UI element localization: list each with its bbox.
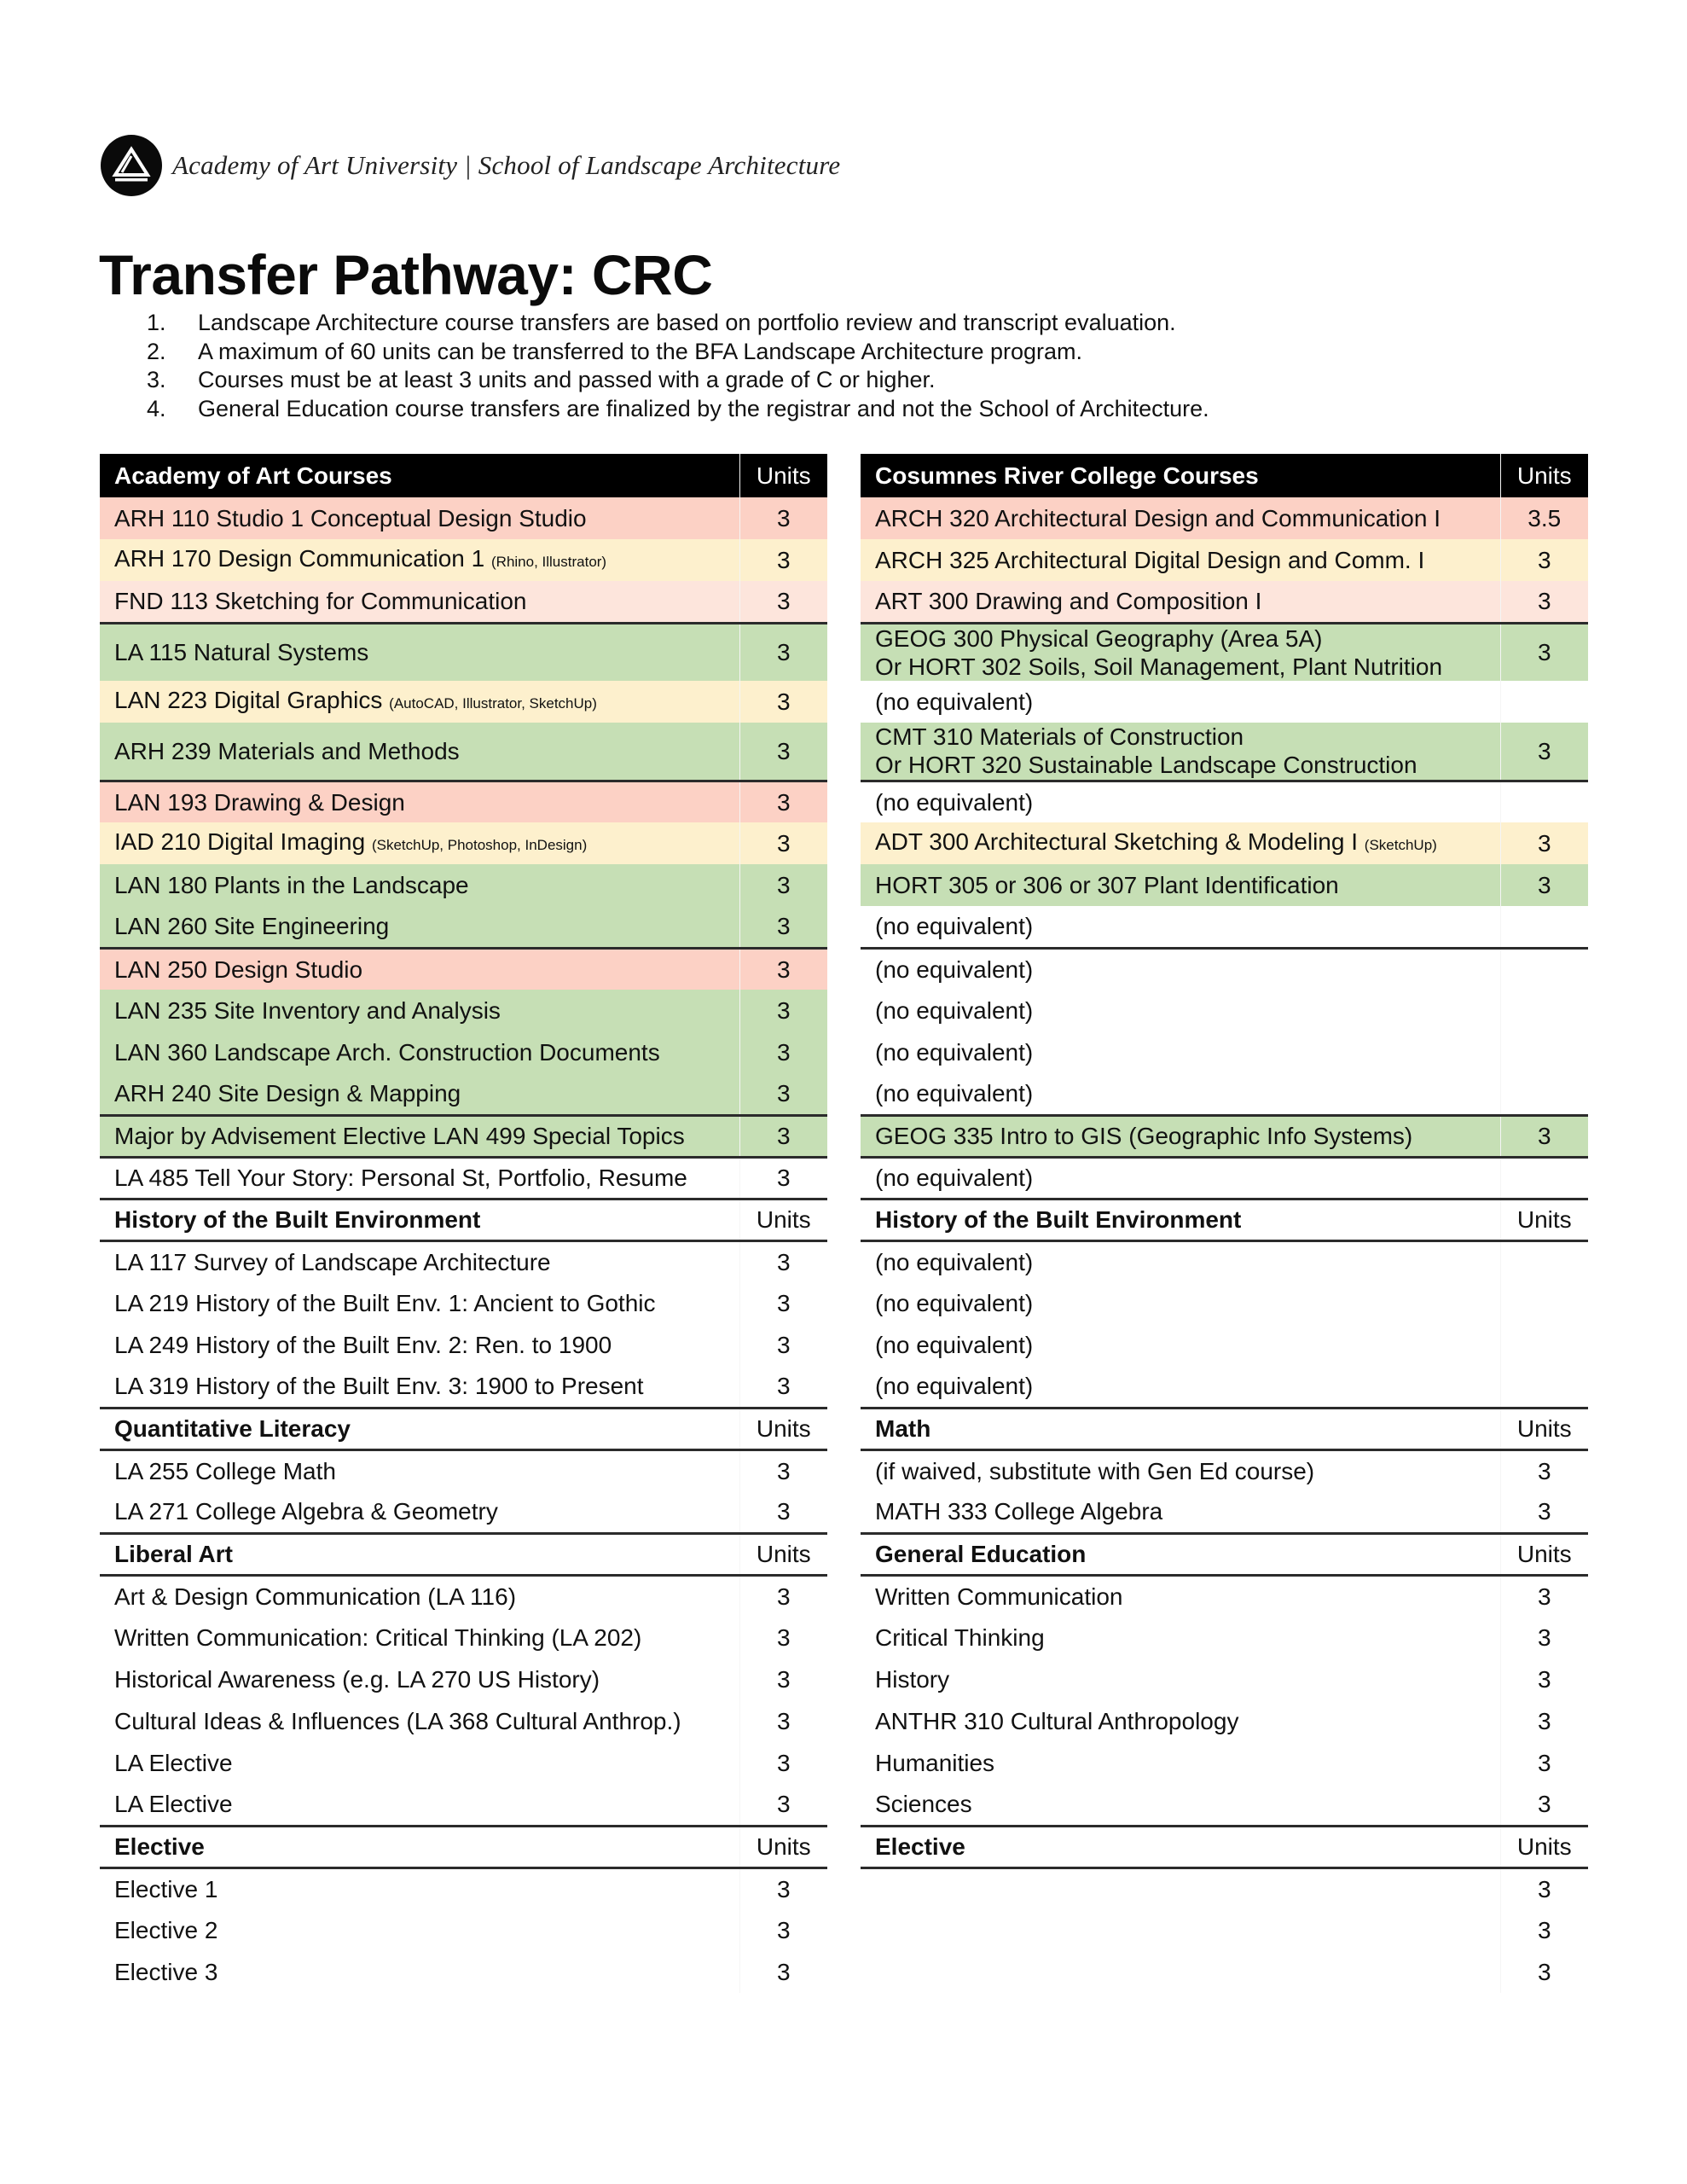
course-units: 3 — [739, 623, 827, 681]
table-row — [861, 906, 1588, 948]
table-row — [861, 623, 1588, 681]
section-units-label: Units — [739, 1533, 827, 1575]
course-name: ARCH 325 Architectural Digital Design and Comm. I — [875, 547, 1425, 573]
course-units: 3 — [1500, 581, 1588, 623]
course-name: (no equivalent) — [861, 1366, 1500, 1408]
course-name: ARH 170 Design Communication 1 — [114, 545, 485, 572]
table-row — [861, 1491, 1588, 1533]
section-units-label: Units — [1500, 1408, 1588, 1449]
course-name: (no equivalent) — [875, 1248, 1034, 1275]
section-units-label: Units — [1500, 1533, 1588, 1575]
course-units: 3 — [1500, 1491, 1588, 1533]
table-row — [861, 1449, 1588, 1491]
course-name: (no equivalent) — [875, 688, 1034, 715]
crc-courses-table — [861, 454, 1588, 1993]
course-name: GEOG 300 Physical Geography (Area 5A) — [875, 624, 1323, 652]
note-item — [147, 309, 1209, 338]
course-name: (no equivalent) — [875, 1039, 1034, 1066]
course-units: 3 — [739, 1324, 827, 1366]
course-units: 3 — [1500, 1951, 1588, 1993]
course-units: 3 — [739, 681, 827, 723]
table-row — [861, 1784, 1588, 1826]
course-name: Cultural Ideas & Influences (LA 368 Cultural Anthrop.) — [114, 1708, 681, 1734]
section-header-elective — [861, 1826, 1588, 1867]
table-row — [100, 1031, 827, 1073]
course-name: (no equivalent) — [875, 1080, 1034, 1107]
table-row — [100, 1240, 827, 1282]
table-row — [861, 1324, 1588, 1366]
table-row — [861, 1700, 1588, 1742]
course-name: LA Elective — [100, 1784, 739, 1826]
course-name: Humanities — [875, 1750, 995, 1776]
table-row — [861, 1909, 1588, 1951]
course-alternative: Or HORT 320 Sustainable Landscape Construction — [875, 752, 1417, 779]
course-units: 3 — [739, 822, 827, 864]
transfer-notes — [147, 309, 1209, 423]
course-name: (no equivalent) — [875, 1165, 1034, 1191]
course-units: 3 — [739, 1073, 827, 1115]
table-row — [100, 1115, 827, 1157]
course-name: (no equivalent) — [875, 1332, 1034, 1358]
section-title: History of the Built Environment — [861, 1199, 1500, 1240]
course-name: ARCH 320 Architectural Design and Communication I — [875, 505, 1441, 531]
table-row — [861, 681, 1588, 723]
course-units: 3 — [1500, 1575, 1588, 1617]
table-row — [861, 990, 1588, 1031]
course-units: 3.5 — [1500, 497, 1588, 539]
course-units: 3 — [739, 1951, 827, 1993]
table-row — [861, 1658, 1588, 1700]
note-number: 2. — [147, 338, 166, 364]
course-name: LA 255 College Math — [114, 1457, 336, 1484]
course-units: 3 — [739, 1617, 827, 1658]
course-name: LA 319 History of the Built Env. 3: 1900 to Present — [100, 1366, 739, 1408]
course-units — [1500, 1240, 1588, 1282]
course-name: (no equivalent) — [875, 913, 1034, 940]
course-name: HORT 305 or 306 or 307 Plant Identification — [875, 872, 1339, 898]
table-row — [861, 1031, 1588, 1073]
course-name: (no equivalent) — [875, 788, 1034, 816]
course-units — [1500, 990, 1588, 1031]
table-header — [861, 454, 1588, 497]
course-name: LAN 235 Site Inventory and Analysis — [114, 997, 501, 1024]
course-units: 3 — [739, 1700, 827, 1742]
course-units: 3 — [739, 1491, 827, 1533]
section-header-history — [861, 1199, 1588, 1240]
course-name: LAN 250 Design Studio — [114, 956, 363, 983]
note-number: 3. — [147, 367, 166, 392]
course-units: 3 — [739, 1575, 827, 1617]
course-name: (if waived, substitute with Gen Ed course) — [875, 1457, 1315, 1484]
course-name — [861, 1951, 1500, 1993]
course-name: ARH 239 Materials and Methods — [114, 737, 460, 764]
course-name: ADT 300 Architectural Sketching & Modeling I — [875, 828, 1359, 855]
table-row — [100, 1575, 827, 1617]
course-units: 3 — [739, 1157, 827, 1199]
course-units: 3 — [739, 1282, 827, 1324]
section-title: Elective — [861, 1826, 1500, 1867]
table-row — [861, 723, 1588, 781]
software-note: (AutoCAD, Illustrator, SketchUp) — [389, 695, 597, 712]
course-units: 3 — [1500, 1700, 1588, 1742]
note-text: A maximum of 60 units can be transferred to the BFA Landscape Architecture program. — [198, 338, 1083, 364]
course-units: 3 — [1500, 1449, 1588, 1491]
course-name: ARH 110 Studio 1 Conceptual Design Studio — [114, 505, 587, 531]
course-units: 3 — [739, 1115, 827, 1157]
course-name: LAN 223 Digital Graphics — [114, 687, 383, 713]
table-row — [100, 1617, 827, 1658]
table-row — [100, 623, 827, 681]
column-header-units: Units — [739, 454, 827, 497]
course-units: 3 — [739, 497, 827, 539]
note-item — [147, 366, 1209, 395]
course-units — [1500, 948, 1588, 990]
table-row — [861, 1240, 1588, 1282]
brand-header — [101, 135, 840, 196]
course-alternative: Or HORT 302 Soils, Soil Management, Plant Nutrition — [875, 653, 1443, 680]
table-row — [861, 948, 1588, 990]
course-units: 3 — [739, 1366, 827, 1408]
course-units: 3 — [739, 1784, 827, 1826]
table-row — [100, 990, 827, 1031]
table-row — [100, 1700, 827, 1742]
software-note: (Rhino, Illustrator) — [491, 554, 607, 570]
course-units: 3 — [739, 1031, 827, 1073]
course-name: LAN 193 Drawing & Design — [114, 788, 405, 816]
table-row — [100, 1742, 827, 1784]
table-row — [861, 1742, 1588, 1784]
note-item — [147, 395, 1209, 424]
section-units-label: Units — [739, 1199, 827, 1240]
note-text: General Education course transfers are finalized by the registrar and not the School of Architecture. — [198, 395, 1209, 421]
course-name: LA 249 History of the Built Env. 2: Ren. to 1900 — [114, 1332, 612, 1358]
table-row — [100, 1491, 827, 1533]
section-units-label: Units — [739, 1826, 827, 1867]
course-name: LA 115 Natural Systems — [114, 639, 369, 666]
note-text: Landscape Architecture course transfers are based on portfolio review and transcript evaluation. — [198, 310, 1176, 335]
course-units: 3 — [739, 1909, 827, 1951]
section-title: Quantitative Literacy — [100, 1408, 739, 1449]
column-header-course: Academy of Art Courses — [100, 454, 739, 497]
course-name: LA 271 College Algebra & Geometry — [100, 1491, 739, 1533]
course-units — [1500, 681, 1588, 723]
course-units: 3 — [1500, 1658, 1588, 1700]
course-name: Critical Thinking — [875, 1624, 1045, 1651]
section-title: History of the Built Environment — [100, 1199, 739, 1240]
note-number: 4. — [147, 395, 166, 421]
course-name: Sciences — [861, 1784, 1500, 1826]
section-header-quantitative — [100, 1408, 827, 1449]
course-name: Written Communication: Critical Thinking (LA 202) — [114, 1624, 642, 1651]
course-units — [1500, 1073, 1588, 1115]
table-row — [100, 1784, 827, 1826]
table-row — [100, 1449, 827, 1491]
course-name: Historical Awareness (e.g. LA 270 US History) — [114, 1666, 600, 1693]
section-header-math — [861, 1408, 1588, 1449]
course-name: Written Communication — [875, 1583, 1123, 1610]
table-row — [861, 1157, 1588, 1199]
table-row — [861, 1617, 1588, 1658]
section-header-general-education — [861, 1533, 1588, 1575]
course-name: LA Elective — [114, 1750, 233, 1776]
table-row — [100, 581, 827, 623]
course-units: 3 — [1500, 1617, 1588, 1658]
course-units: 3 — [1500, 1784, 1588, 1826]
table-row — [861, 1366, 1588, 1408]
table-row — [861, 497, 1588, 539]
column-header-course: Cosumnes River College Courses — [861, 454, 1500, 497]
aau-triangle-logo-icon — [101, 135, 162, 196]
course-units: 3 — [1500, 723, 1588, 781]
course-name: Elective 2 — [114, 1917, 218, 1943]
section-units-label: Units — [1500, 1826, 1588, 1867]
table-row — [861, 822, 1588, 864]
course-units — [1500, 906, 1588, 948]
section-header-history — [100, 1199, 827, 1240]
table-row — [100, 781, 827, 822]
course-name: (no equivalent) — [875, 956, 1034, 983]
table-row — [861, 539, 1588, 581]
course-name: LA 485 Tell Your Story: Personal St, Portfolio, Resume — [114, 1165, 687, 1191]
course-units: 3 — [1500, 864, 1588, 906]
table-row — [100, 723, 827, 781]
section-header-liberal-art — [100, 1533, 827, 1575]
table-row — [100, 1867, 827, 1909]
course-name: LAN 360 Landscape Arch. Construction Documents — [114, 1039, 660, 1066]
course-name: Art & Design Communication (LA 116) — [114, 1583, 517, 1610]
course-units: 3 — [739, 906, 827, 948]
course-units: 3 — [739, 539, 827, 581]
course-units: 3 — [1500, 1867, 1588, 1909]
course-name — [861, 1867, 1500, 1909]
course-units: 3 — [739, 723, 827, 781]
table-row — [861, 1073, 1588, 1115]
course-name: GEOG 335 Intro to GIS (Geographic Info Systems) — [875, 1123, 1413, 1149]
note-number: 1. — [147, 310, 166, 335]
course-units — [1500, 1282, 1588, 1324]
section-title: Elective — [100, 1826, 739, 1867]
course-name: History — [875, 1666, 950, 1693]
course-units — [1500, 781, 1588, 822]
course-units — [1500, 1031, 1588, 1073]
course-name: LAN 180 Plants in the Landscape — [114, 872, 469, 898]
table-header — [100, 454, 827, 497]
table-row — [861, 1282, 1588, 1324]
table-row — [100, 1157, 827, 1199]
course-units: 3 — [1500, 822, 1588, 864]
column-header-units: Units — [1500, 454, 1588, 497]
course-name: LA 117 Survey of Landscape Architecture — [114, 1248, 551, 1275]
software-note: (SketchUp) — [1364, 837, 1437, 853]
course-name: CMT 310 Materials of Construction — [875, 723, 1244, 751]
course-units: 3 — [739, 948, 827, 990]
table-row — [100, 948, 827, 990]
course-units: 3 — [739, 581, 827, 623]
table-row — [861, 781, 1588, 822]
course-units: 3 — [739, 864, 827, 906]
course-name: FND 113 Sketching for Communication — [114, 588, 527, 615]
page-title: Transfer Pathway: CRC — [99, 243, 713, 306]
table-row — [861, 1115, 1588, 1157]
section-units-label: Units — [739, 1408, 827, 1449]
section-title: Math — [861, 1408, 1500, 1449]
course-units — [1500, 1366, 1588, 1408]
table-row — [100, 1282, 827, 1324]
course-units: 3 — [1500, 539, 1588, 581]
table-row — [861, 581, 1588, 623]
note-item — [147, 338, 1209, 367]
table-row — [100, 1073, 827, 1115]
table-row — [100, 1658, 827, 1700]
course-units — [1500, 1324, 1588, 1366]
course-name: (no equivalent) — [875, 997, 1034, 1024]
course-name: Major by Advisement Elective LAN 499 Special Topics — [114, 1123, 685, 1149]
course-units: 3 — [739, 1742, 827, 1784]
academy-courses-table — [100, 454, 827, 1993]
table-row — [861, 1575, 1588, 1617]
course-name: MATH 333 College Algebra — [861, 1491, 1500, 1533]
table-row — [861, 1951, 1588, 1993]
software-note: (SketchUp, Photoshop, InDesign) — [371, 837, 588, 853]
table-row — [861, 1867, 1588, 1909]
table-row — [100, 681, 827, 723]
table-row — [100, 1951, 827, 1993]
table-row — [100, 539, 827, 581]
note-text: Courses must be at least 3 units and passed with a grade of C or higher. — [198, 367, 936, 392]
course-name: ANTHR 310 Cultural Anthropology — [875, 1708, 1239, 1734]
course-units: 3 — [739, 781, 827, 822]
table-row — [100, 906, 827, 948]
section-title: General Education — [861, 1533, 1500, 1575]
course-name — [861, 1909, 1500, 1951]
course-units — [1500, 1157, 1588, 1199]
course-units: 3 — [1500, 623, 1588, 681]
section-title: Liberal Art — [100, 1533, 739, 1575]
course-name: ARH 240 Site Design & Mapping — [114, 1080, 461, 1107]
table-row — [100, 1324, 827, 1366]
course-units: 3 — [1500, 1115, 1588, 1157]
course-units: 3 — [739, 1449, 827, 1491]
table-row — [100, 822, 827, 864]
course-units: 3 — [739, 1867, 827, 1909]
course-name: IAD 210 Digital Imaging — [114, 828, 366, 855]
section-units-label: Units — [1500, 1199, 1588, 1240]
brand-text: Academy of Art University | School of Landscape Architecture — [172, 150, 841, 180]
course-units: 3 — [739, 1240, 827, 1282]
table-row — [100, 1909, 827, 1951]
course-name: (no equivalent) — [875, 1290, 1034, 1316]
table-row — [861, 864, 1588, 906]
course-name: LAN 260 Site Engineering — [114, 913, 390, 940]
table-row — [100, 864, 827, 906]
course-units: 3 — [1500, 1742, 1588, 1784]
table-row — [100, 497, 827, 539]
course-name: Elective 3 — [114, 1959, 218, 1985]
course-name: LA 219 History of the Built Env. 1: Ancient to Gothic — [114, 1290, 656, 1316]
course-name: Elective 1 — [114, 1875, 218, 1902]
table-row — [100, 1366, 827, 1408]
course-units: 3 — [1500, 1909, 1588, 1951]
course-units: 3 — [739, 990, 827, 1031]
course-name: ART 300 Drawing and Composition I — [875, 588, 1262, 615]
section-header-elective — [100, 1826, 827, 1867]
course-units: 3 — [739, 1658, 827, 1700]
